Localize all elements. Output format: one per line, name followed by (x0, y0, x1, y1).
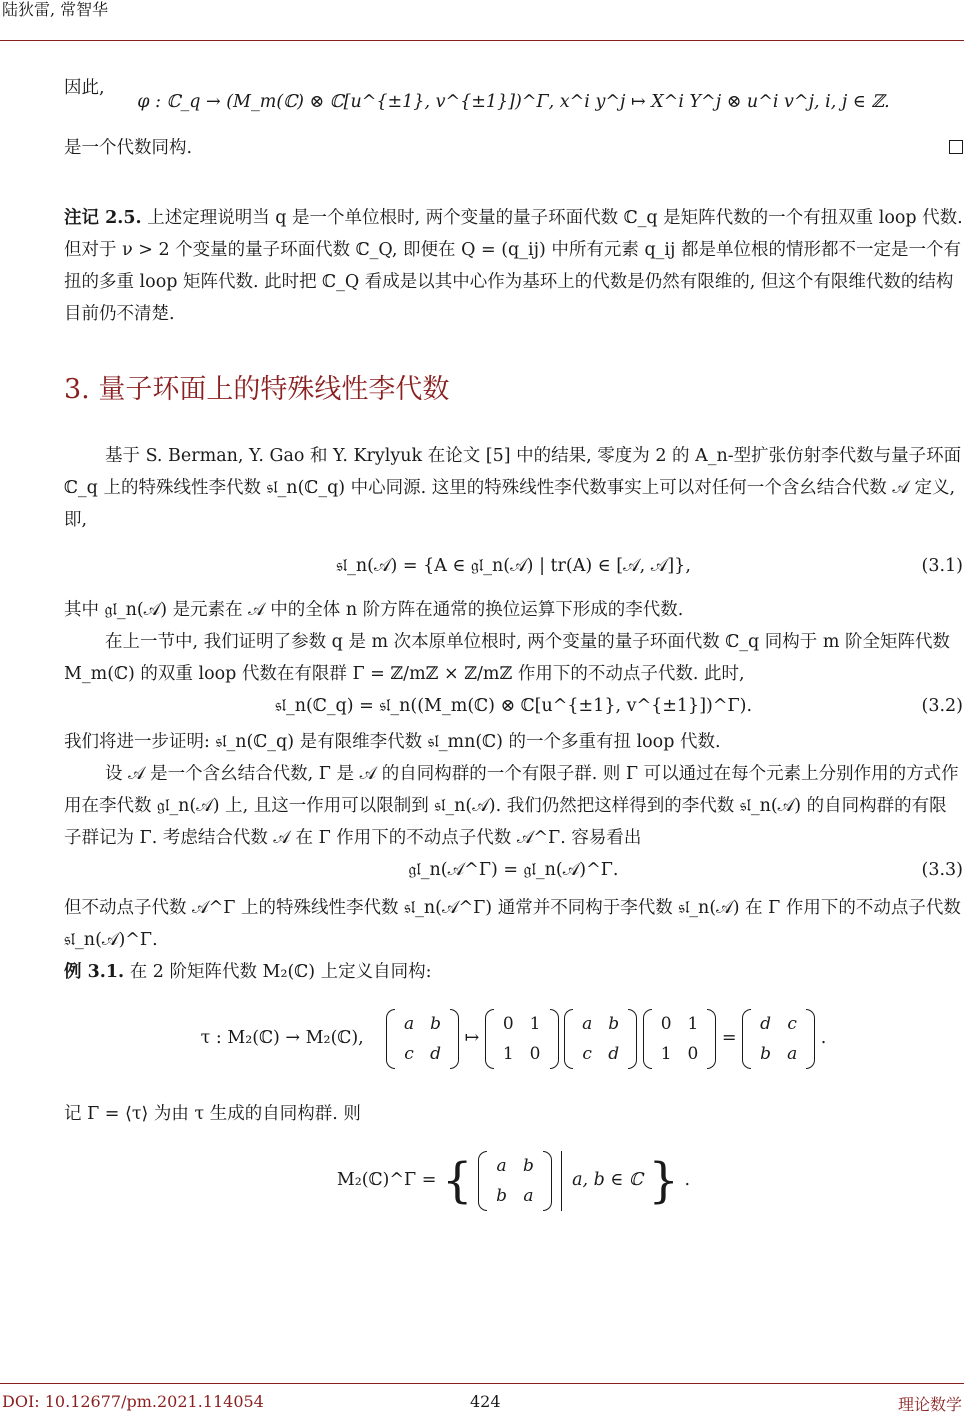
equation-3-2-formula: 𝔰𝔩_n(ℂ_q) = 𝔰𝔩_n((M_m(ℂ) ⊗ ℂ[u^{±1}, v^{±1}])^Γ). (274, 696, 753, 716)
equation-3-1-number: (3.1) (921, 556, 963, 576)
tau-end: . (820, 1028, 827, 1048)
remark-text: 上述定理说明当 q 是一个单位根时, 两个变量的量子环面代数 ℂ_q 是矩阵代数的一个有扭双重 loop 代数. 但对于 ν > 2 个变量的量子环面代数 ℂ_Q, 即便在 Q = (q_ij) 中所有元素 q_ij 都是单位根的情形都不一定是一个有扭的多重 loop 矩阵代数. 此时把 ℂ_Q 看成是以其中心作为基环上的代数是仍然有限维的, 但这个有限维代数的结构目前仍不清楚. (64, 208, 963, 324)
set-bar-icon (561, 1151, 562, 1211)
page-header (0, 0, 964, 41)
matrix-swap-right: 0 1 1 0 (643, 1009, 717, 1069)
equation-3-3-formula: 𝔤𝔩_n(𝒜^Γ) = 𝔤𝔩_n(𝒜)^Γ. (408, 860, 619, 880)
fixed-condition: a, b ∈ ℂ (572, 1170, 643, 1190)
right-brace-icon: } (648, 1152, 679, 1209)
section-title: 3. 量子环面上的特殊线性李代数 (64, 374, 450, 405)
equation-3-1 (64, 550, 963, 582)
tau-map: τ : M₂(ℂ) → M₂(ℂ), (200, 1028, 364, 1048)
remark-2-5 (64, 202, 963, 330)
qed-box-icon (949, 140, 963, 154)
matrix-abcd-middle: a b c d (564, 1009, 637, 1069)
matrix-fixed: a b b a (478, 1151, 552, 1211)
fixed-end: . (684, 1170, 691, 1190)
example-3-1 (64, 956, 963, 988)
page-footer (0, 1383, 964, 1415)
fixed-lhs: M₂(ℂ)^Γ = (336, 1170, 437, 1190)
iso-lead: 因此, (64, 78, 105, 98)
equation-3-2-number: (3.2) (921, 696, 963, 716)
equation-3-3-number: (3.3) (921, 860, 963, 880)
paragraph-3: 在上一节中, 我们证明了参数 q 是 m 次本原单位根时, 两个变量的量子环面代数 ℂ_q 同构于 m 阶全矩阵代数 M_m(ℂ) 的双重 loop 代数在有限群 Γ = ℤ/mℤ × ℤ/mℤ 作用下的不动点子代数. 此时, (64, 632, 951, 684)
example-text: 在 2 阶矩阵代数 M₂(ℂ) 上定义自同构: (129, 962, 432, 982)
footer-doi[interactable]: DOI: 10.12677/pm.2021.114054 (2, 1392, 264, 1411)
paragraph-7: 记 Γ = ⟨τ⟩ 为由 τ 生成的自同构群. 则 (64, 1104, 361, 1124)
footer-journal: 理论数学 (897, 1395, 962, 1414)
matrix-abcd: a b c d (386, 1009, 459, 1069)
fixed-point-set (64, 1144, 963, 1216)
page-content (64, 72, 963, 1216)
iso-formula-text: φ : ℂ_q → (M_m(ℂ) ⊗ ℂ[u^{±1}, v^{±1}])^Γ, x^i y^j ↦ X^i Y^j ⊗ u^i v^j, i, j ∈ ℤ. (137, 92, 890, 112)
tau-definition (64, 1002, 963, 1074)
remark-label: 注记 2.5. (64, 208, 142, 228)
matrix-swap-left: 0 1 1 0 (485, 1009, 559, 1069)
paragraph-1: 基于 S. Berman, Y. Gao 和 Y. Krylyuk 在论文 [5] 中的结果, 零度为 2 的 A_n-型扩张仿射李代数与量子环面 ℂ_q 上的特殊线性李代数 𝔰𝔩_n(ℂ_q) 中心同源. 这里的特殊线性李代数事实上可以对任何一个含幺结合代数 𝒜 定义, 即, (64, 446, 962, 530)
mapsto-symbol: ↦ (464, 1028, 480, 1048)
example-label: 例 3.1. (64, 962, 125, 982)
iso-formula (64, 86, 963, 118)
equation-3-3 (64, 854, 963, 886)
header-authors: 陆狄雷, 常智华 (2, 0, 109, 19)
left-brace-icon: { (442, 1152, 473, 1209)
iso-conclusion: 是一个代数同构. (64, 138, 193, 158)
paragraph-5: 设 𝒜 是一个含幺结合代数, Γ 是 𝒜 的自同构群的一个有限子群. 则 Γ 可以通过在每个元素上分别作用的方式作用在李代数 𝔤𝔩_n(𝒜) 上, 且这一作用可以限制到 𝔰𝔩_n(𝒜). 我们仍然把这样得到的李代数 𝔰𝔩_n(𝒜) 的自同构群的有限子群记为 Γ. 考虑结合代数 𝒜 在 Γ 作用下的不动点子代数 𝒜^Γ. 容易看出 (64, 764, 959, 848)
equation-3-1-formula: 𝔰𝔩_n(𝒜) = {A ∈ 𝔤𝔩_n(𝒜) | tr(A) ∈ [𝒜, 𝒜]}, (336, 556, 691, 576)
paragraph-2: 其中 𝔤𝔩_n(𝒜) 是元素在 𝒜 中的全体 n 阶方阵在通常的换位运算下形成的李代数. (64, 600, 684, 620)
matrix-result: d c b a (742, 1009, 815, 1069)
iso-conclusion-line (64, 132, 963, 164)
paragraph-6: 但不动点子代数 𝒜^Γ 上的特殊线性李代数 𝔰𝔩_n(𝒜^Γ) 通常并不同构于李代数 𝔰𝔩_n(𝒜) 在 Γ 作用下的不动点子代数 𝔰𝔩_n(𝒜)^Γ. (64, 898, 961, 950)
equation-3-2 (64, 690, 963, 722)
footer-page-number: 424 (470, 1392, 501, 1411)
equals-symbol: = (721, 1028, 737, 1048)
paragraph-4: 我们将进一步证明: 𝔰𝔩_n(ℂ_q) 是有限维李代数 𝔰𝔩_mn(ℂ) 的一个多重有扭 loop 代数. (64, 732, 721, 752)
